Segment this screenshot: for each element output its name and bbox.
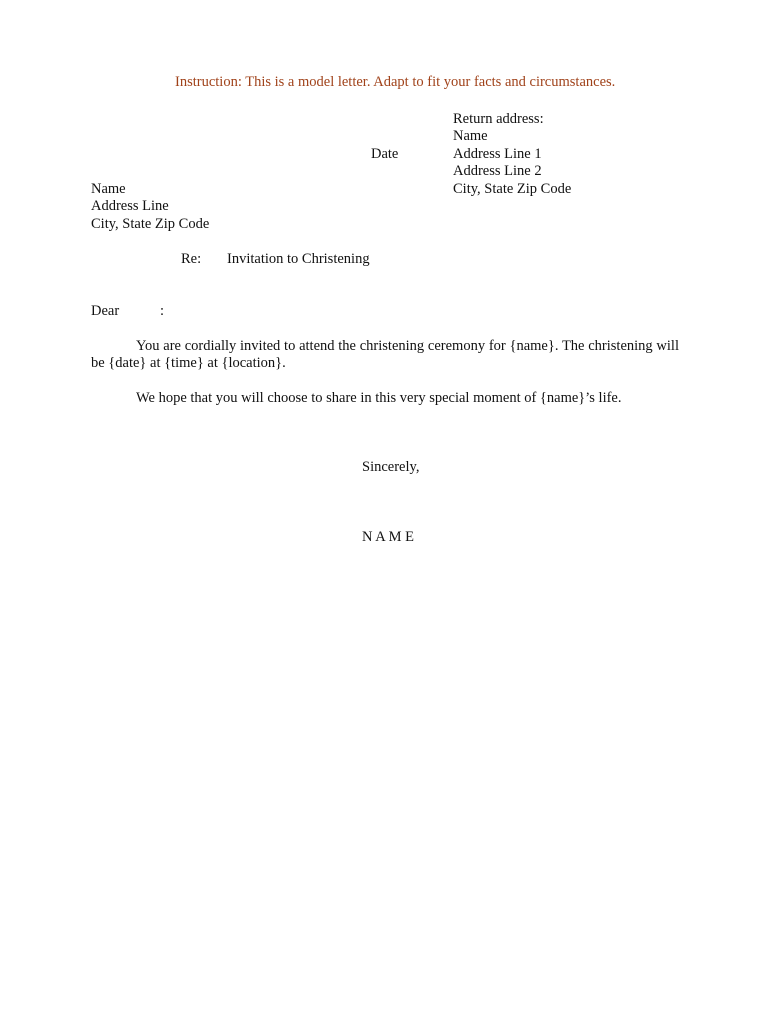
instruction-line: Instruction: This is a model letter. Adapt to fit your facts and circumstances. — [175, 74, 616, 90]
date-label: Date — [371, 146, 399, 162]
return-address-name: Name — [453, 128, 488, 144]
recipient-city-state-zip: City, State Zip Code — [91, 216, 210, 232]
salutation-colon: : — [160, 303, 165, 319]
signature-name: N A M E — [362, 529, 414, 545]
recipient-address: Address Line — [91, 198, 169, 214]
body-paragraph-1: You are cordially invited to attend the christening ceremony for {name}. The christening will be {date} at {time} at {location}. — [91, 338, 679, 371]
salutation-dear: Dear — [91, 303, 120, 319]
return-address-line-1: Address Line 1 — [453, 146, 542, 162]
return-address-label: Return address: — [453, 111, 544, 127]
return-address-line-2: Address Line 2 — [453, 163, 542, 179]
return-address-city-state-zip: City, State Zip Code — [453, 181, 572, 197]
body-paragraph-2: We hope that you will choose to share in this very special moment of {name}’s life. — [136, 390, 622, 406]
recipient-name: Name — [91, 181, 126, 197]
re-subject: Invitation to Christening — [227, 251, 370, 267]
closing: Sincerely, — [362, 459, 420, 475]
re-label: Re: — [181, 251, 202, 267]
